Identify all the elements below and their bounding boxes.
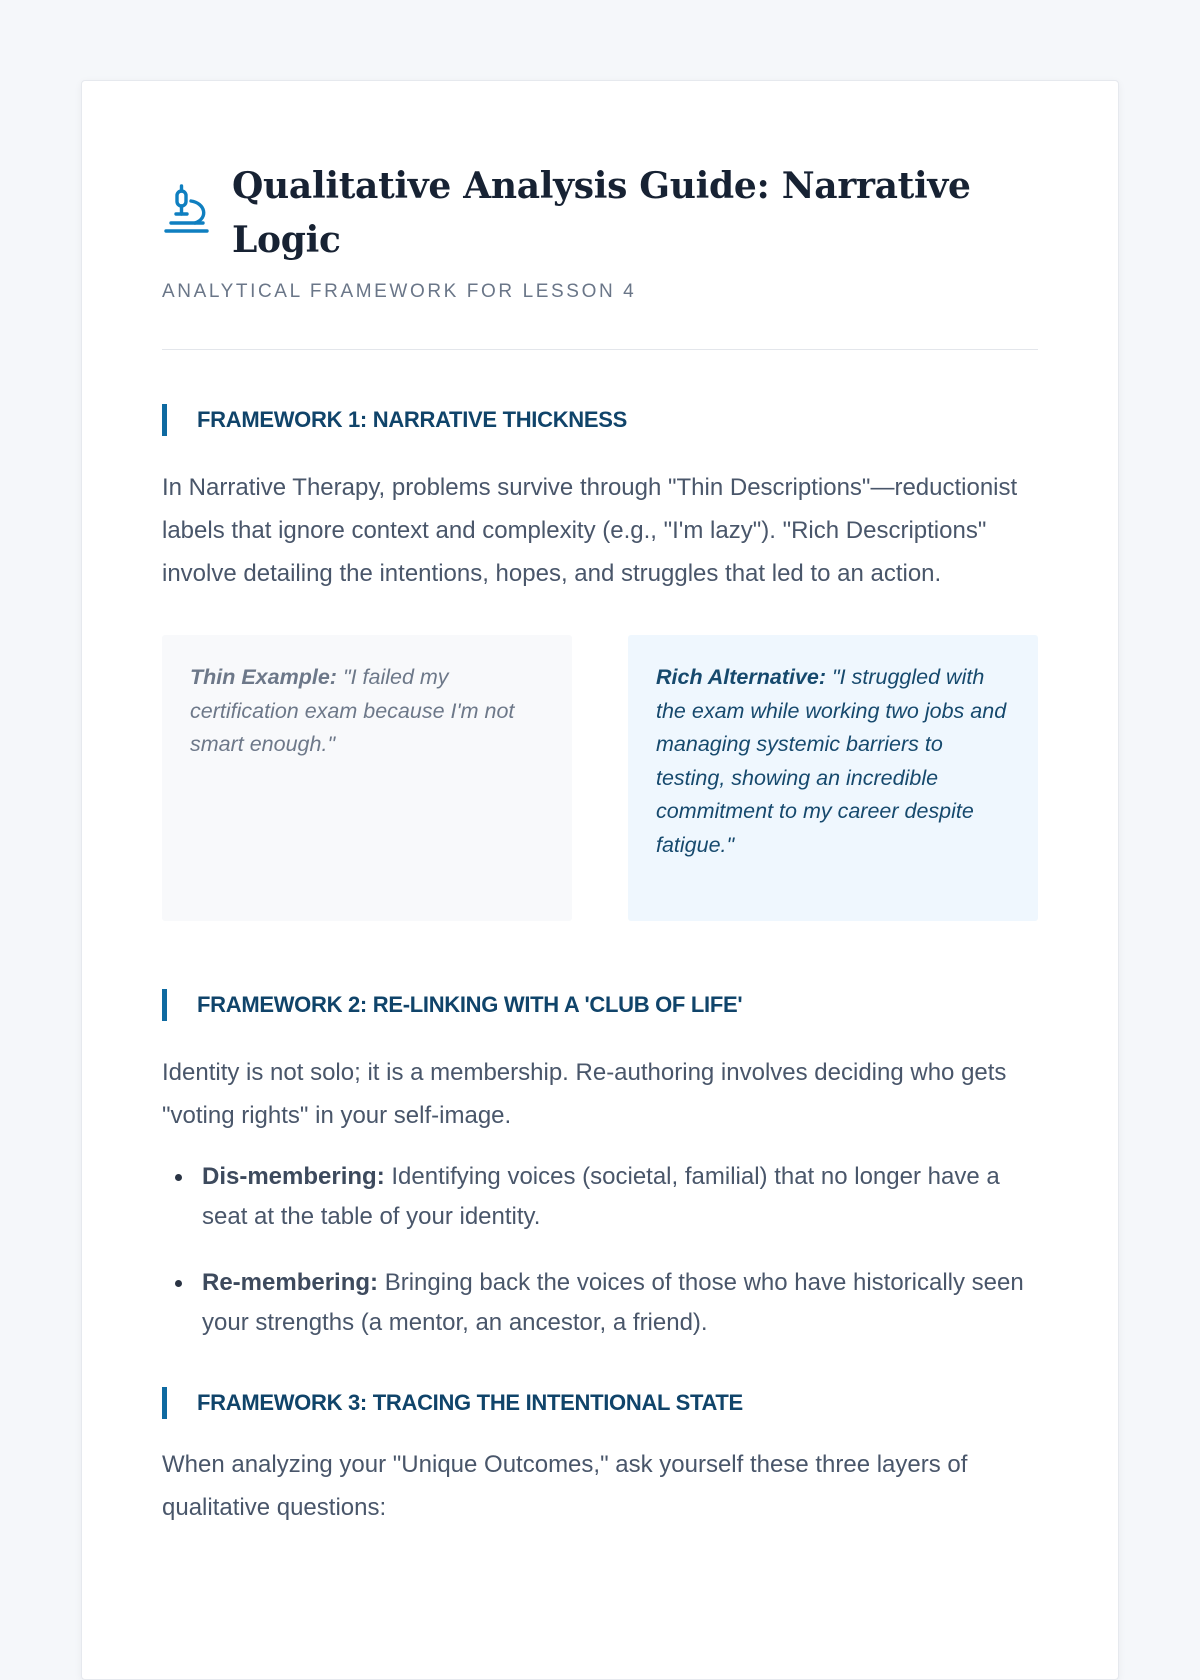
bullet-dot [175, 1174, 182, 1181]
thin-example-box [162, 635, 572, 921]
framework-3-heading: FRAMEWORK 3: TRACING THE INTENTIONAL STATE [162, 1387, 1038, 1419]
framework-1-text: In Narrative Therapy, problems survive through "Thin Descriptions"—reductionist labels that ignore context and complexity (e.g., "I'm lazy"). "Rich Descriptions" involve detailing the intentions, hopes, and struggles that led to an action. [162, 474, 1018, 587]
club-of-life-list [162, 1157, 1038, 1343]
rich-alternative-label: Rich Alternative: [656, 665, 827, 689]
thin-example-label: Thin Example: [190, 665, 337, 689]
header-divider [162, 349, 1038, 350]
list-item-label: Dis-membering: [202, 1163, 385, 1190]
list-item [162, 1157, 1038, 1237]
page-subtitle: ANALYTICAL FRAMEWORK FOR LESSON 4 [162, 281, 637, 302]
page-title: Qualitative Analysis Guide: Narrative Logic [232, 165, 971, 261]
framework-2-section [162, 989, 1038, 1343]
framework-1-heading: FRAMEWORK 1: NARRATIVE THICKNESS [162, 404, 1038, 436]
rich-alternative-text: "I struggled with the exam while working two jobs and managing systemic barriers to testing, showing an incredible commitment to my career despite fatigue." [656, 665, 1007, 857]
framework-3-text: When analyzing your "Unique Outcomes," ask yourself these three layers of qualitative questions: [162, 1451, 968, 1521]
microscope-icon [162, 183, 212, 237]
list-item-text: Identifying voices (societal, familial) that no longer have a seat at the table of your identity. [202, 1163, 1000, 1230]
framework-2-text: Identity is not solo; it is a membership. Re-authoring involves deciding who gets "voting rights" in your self-image. [162, 1059, 1007, 1129]
description-examples [162, 635, 1038, 921]
list-item-text: Bringing back the voices of those who have historically seen your strengths (a mentor, an ancestor, a friend). [202, 1269, 1024, 1336]
list-item [162, 1263, 1038, 1343]
framework-1-section [162, 404, 1038, 921]
guide-card [81, 80, 1119, 1680]
rich-alternative-box [628, 635, 1038, 921]
framework-3-section [162, 1387, 1038, 1529]
thin-example-text: "I failed my certification exam because I'm not smart enough." [190, 665, 515, 756]
bullet-dot [175, 1280, 182, 1287]
list-item-label: Re-membering: [202, 1269, 379, 1296]
page-header [162, 159, 1038, 267]
framework-2-heading: FRAMEWORK 2: RE-LINKING WITH A 'CLUB OF LIFE' [162, 989, 1038, 1021]
